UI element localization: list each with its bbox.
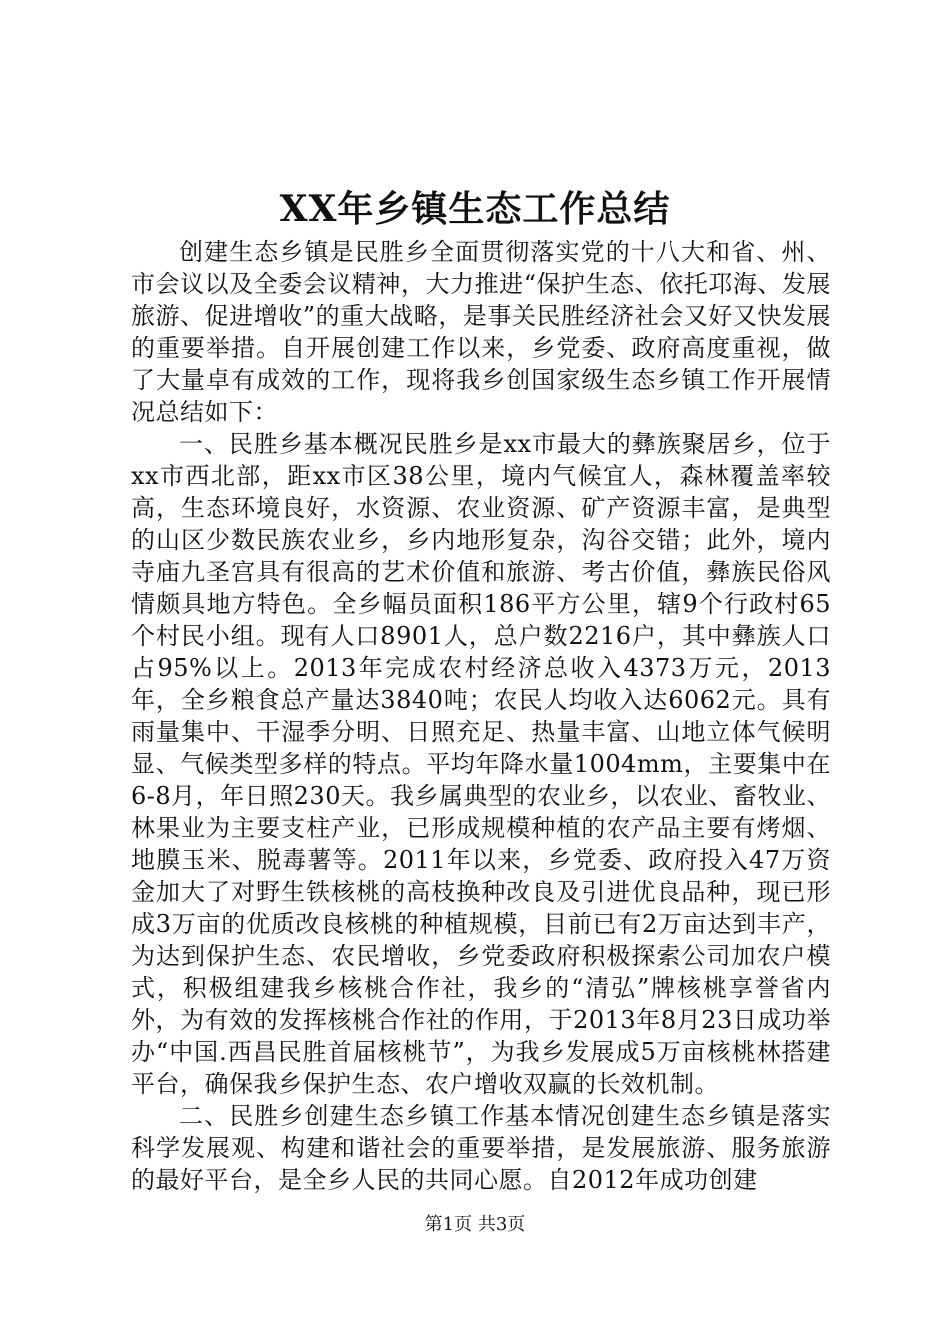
paragraph-work-status: 二、民胜乡创建生态乡镇工作基本情况创建生态乡镇是落实科学发展观、构建和谐社会的重要举措，是发展旅游、服务旅游的最好平台，是全乡人民的共同心愿。自2012年成功创建	[131, 1102, 831, 1194]
paragraph-intro: 创建生态乡镇是民胜乡全面贯彻落实党的十八大和省、州、市会议以及全委会议精神，大力推进“保护生态、依托邛海、发展旅游、促进增收”的重大战略，是事关民胜经济社会又好又快发展的重要举措。自开展创建工作以来，乡党委、政府高度重视，做了大量卓有成效的工作，现将我乡创国家级生态乡镇工作开展情况总结如下：	[131, 238, 831, 426]
document-body	[131, 236, 831, 1196]
page-number-footer: 第1页 共3页	[424, 1214, 526, 1235]
paragraph-overview: 一、民胜乡基本概况民胜乡是xx市最大的彝族聚居乡，位于xx市西北部，距xx市区38公里，境内气候宜人，森林覆盖率较高，生态环境良好，水资源、农业资源、矿产资源丰富，是典型的山区少数民族农业乡，乡内地形复杂，沟谷交错；此外，境内寺庙九圣宫具有很高的艺术价值和旅游、考古价值，彝族民俗风情颇具地方特色。全乡幅员面积186平方公里，辖9个行政村65个村民小组。现有人口8901人，总户数2216户，其中彝族人口占95%以上。2013年完成农村经济总收入4373万元，2013年，全乡粮食总产量达3840吨；农民人均收入达6062元。具有雨量集中、干湿季分明、日照充足、热量丰富、山地立体气候明显、气候类型多样的特点。平均年降水量1004mm，主要集中在6-8月，年日照230天。我乡属典型的农业乡，以农业、畜牧业、林果业为主要支柱产业，已形成规模种植的农产品主要有烤烟、地膜玉米、脱毒薯等。2011年以来，乡党委、政府投入47万资金加大了对野生铁核桃的高枝换种改良及引进优良品种，现已形成3万亩的优质改良核桃的种植规模，目前已有2万亩达到丰产，为达到保护生态、农民增收，乡党委政府积极探索公司加农户模式，积极组建我乡核桃合作社，我乡的“清弘”牌核桃享誉省内外，为有效的发挥核桃合作社的作用，于2013年8月23日成功举办“中国.西昌民胜首届核桃节”，为我乡发展成5万亩核桃林搭建平台，确保我乡保护生态、农户增收双赢的长效机制。	[131, 430, 831, 1098]
document-title: XX年乡镇生态工作总结	[279, 188, 671, 230]
